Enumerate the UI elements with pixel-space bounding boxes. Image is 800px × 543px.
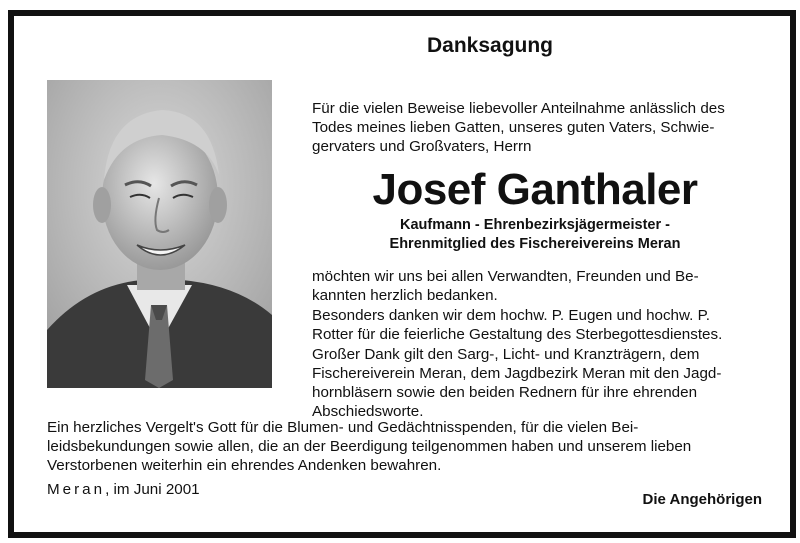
thanks-line: möchten wir uns bei allen Verwandten, Freunden und Be- [312, 268, 699, 285]
place-name: Meran [47, 481, 106, 498]
great-line: Fischereiverein Meran, dem Jagdbezirk Meran mit den Jagd- [312, 365, 722, 382]
great-line: Abschiedsworte. [312, 403, 424, 420]
deceased-name: Josef Ganthaler [372, 165, 698, 214]
thanks-paragraph [312, 267, 762, 305]
date-text: , im Juni 2001 [105, 481, 200, 498]
great-thanks-paragraph [312, 345, 762, 421]
intro-line: gervaters und Großvaters, Herrn [312, 138, 532, 155]
notice-heading: Danksagung [426, 34, 554, 57]
portrait-photo [47, 80, 272, 388]
role-line: Kaufmann - Ehrenbezirksjägermeister - [400, 217, 670, 233]
role-line: Ehrenmitglied des Fischereivereins Meran [389, 236, 681, 252]
closing-line: Ein herzliches Vergelt's Gott für die Blumen- und Gedächtnisspenden, für die vielen Bei- [47, 419, 639, 436]
great-line: Großer Dank gilt den Sarg-, Licht- und Kranzträgern, dem [312, 346, 700, 363]
signature: Die Angehörigen [642, 491, 762, 508]
closing-line: Verstorbenen weiterhin ein ehrendes Andenken bewahren. [47, 457, 442, 474]
intro-line: Todes meines lieben Gatten, unseres guten Vaters, Schwie- [312, 119, 715, 136]
thanks-line: kannten herzlich bedanken. [312, 287, 498, 304]
intro-paragraph [312, 99, 762, 156]
special-thanks-paragraph [312, 306, 762, 344]
special-line: Besonders danken wir dem hochw. P. Eugen und hochw. P. [312, 307, 710, 324]
special-line: Rotter für die feierliche Gestaltung des Sterbegottesdienstes. [312, 326, 723, 343]
great-line: hornbläsern sowie den beiden Rednern für ihre ehrenden [312, 384, 698, 401]
closing-line: leidsbekundungen sowie allen, die an der Beerdigung teilgenommen haben und unserem lieben [47, 438, 692, 455]
place-date [47, 481, 200, 498]
deceased-roles [300, 216, 770, 254]
intro-line: Für die vielen Beweise liebevoller Anteilnahme anlässlich des [312, 100, 725, 117]
closing-paragraph [47, 418, 762, 475]
